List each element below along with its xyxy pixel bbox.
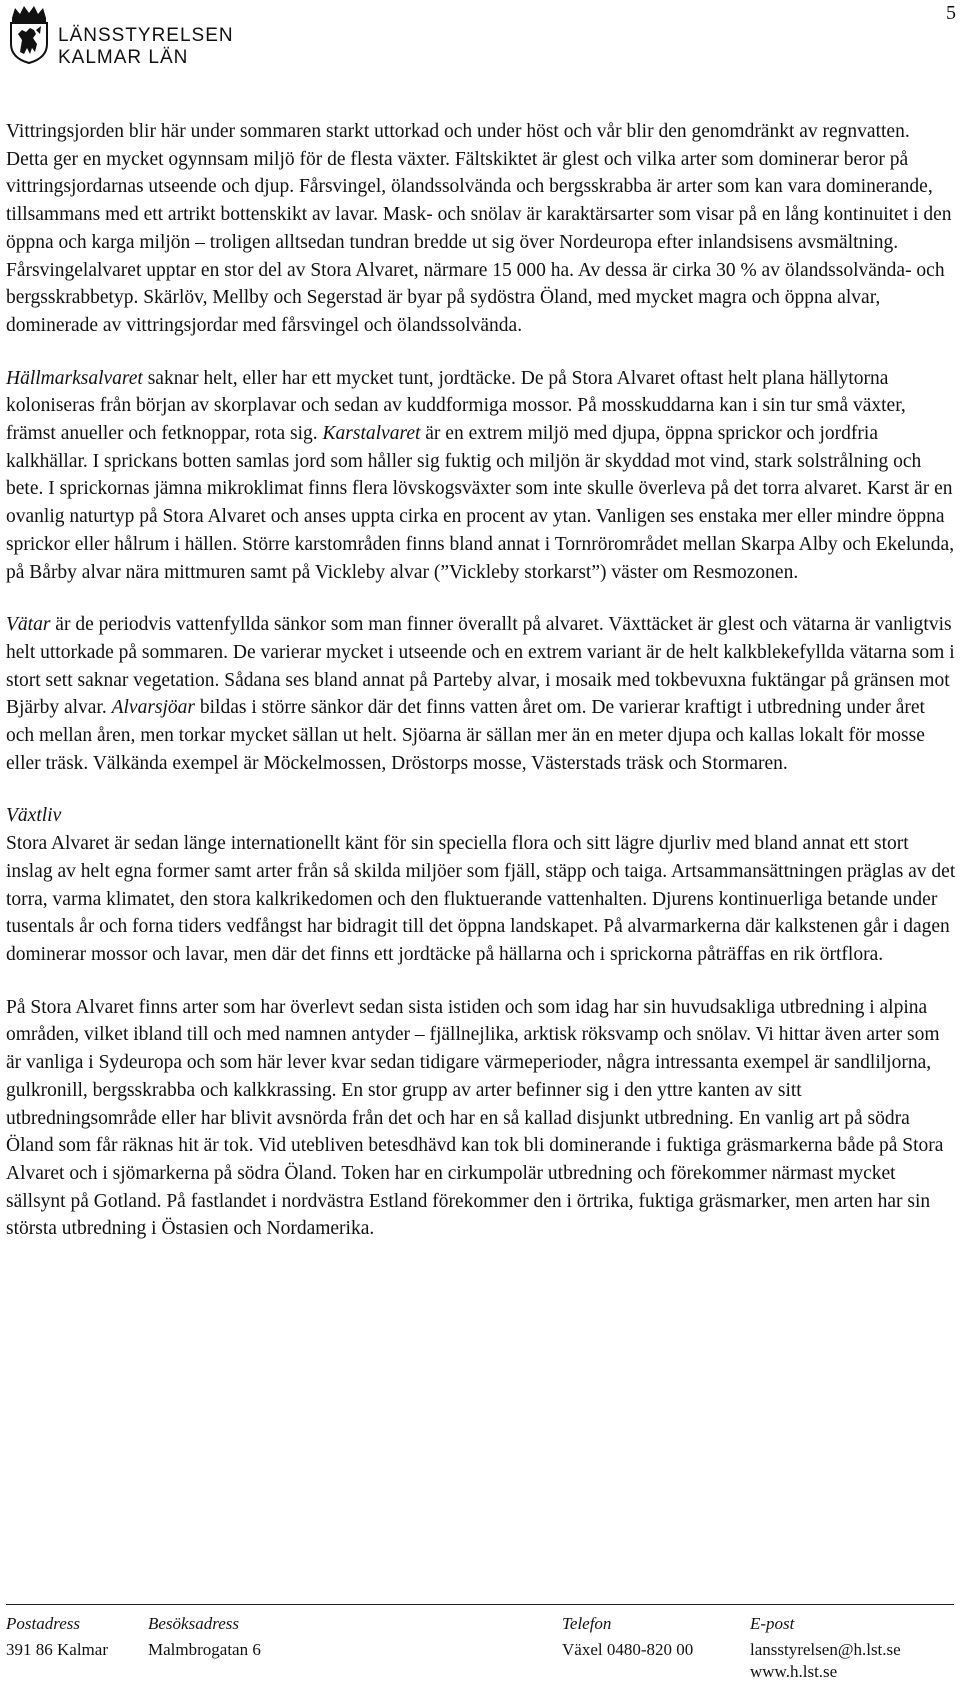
organization-name (58, 26, 234, 67)
page-number: 5 (946, 2, 956, 24)
footer-label: Postadress (6, 1614, 80, 1633)
footer-label: E-post (750, 1614, 795, 1633)
footer-telefon (562, 1611, 693, 1663)
footer-web-link[interactable]: www.h.lst.se (750, 1662, 838, 1681)
paragraph-vatar (6, 611, 956, 777)
letterhead (6, 4, 426, 66)
footer-label: Telefon (562, 1614, 612, 1633)
heading-vaxtliv: Växtliv (6, 805, 62, 827)
org-name-line1: LÄNSSTYRELSEN (58, 25, 234, 46)
paragraph-text: är de periodvis vattenfyllda sänkor som man finner överallt på alvaret. Växttäcket är glest och vätarna är vanligtvis helt uttorkade på sommaren. De varierar mycket i utseende och en extrem variant är de helt kalkblekefyllda vätarna som i stort sett saknar vegetation. Sådana ses bland annat på Parteby alvar, i mosaik med tokbevuxna fuktängar på gränsen mot Bjärby alvar. (6, 614, 955, 719)
footer (6, 1604, 954, 1681)
coat-of-arms-logo (6, 4, 52, 64)
footer-epost (750, 1611, 901, 1685)
footer-postadress (6, 1611, 108, 1663)
paragraph-arter: På Stora Alvaret finns arter som har överlevt sedan sista istiden och som idag har sin huvudsakliga utbredning i alpina områden, vilket ibland till och med namnen antyder – fjällnejlika, arktisk röksvamp och snölav. Vi hittar även arter som är vanliga i Sydeuropa och som här lever kvar sedan tidigare värmeperioder, några intressanta exempel är sandliljorna, gulkronill, bergsskrabba och kalkkrassing. En stor grupp av arter befinner sig i den yttre kanten av sitt utbredningsområde eller har blivit avsnörda från det och har en så kallad disjunkt utbredning. En vanlig art på södra Öland som får räknas hit är tok. Vid utebliven betesdhävd kan tok bli dominerande i fuktiga gräsmarkerna både på Stora Alvaret och i sjömarkerna på södra Öland. Token har en cirkumpolär utbredning och förekommer närmast mycket sällsynt på Gotland. På fastlandet i nordvästra Estland förekommer den i örtrika, fuktiga gräsmarker, men arten har sin största utbredning i Östasien och Nordamerika. (6, 996, 944, 1240)
term-vatar: Vätar (6, 614, 51, 636)
footer-besoksadress (148, 1611, 261, 1663)
term-alvarsjoar: Alvarsjöar (111, 697, 196, 719)
document-body (6, 118, 956, 1268)
paragraph-text: är en extrem miljö med djupa, öppna sprickor och jordfria kalkhällar. I sprickans botten samlas jord som håller sig fuktig och miljön är skyddad mot vind, stark solstrålning och bete. I sprickornas jämna mikroklimat finns flera lövskogsväxter som inte skulle överleva på det torra alvaret. Karst är en ovanlig naturtyp på Stora Alvaret och anses uppta cirka en procent av ytan. Vanligen ses enstaka mer eller mindre öppna sprickor eller hålrum i hällen. Större karstområden finns bland annat i Tornrörområdet mellan Skarpa Alby och Ekelunda, på Bårby alvar nära mittmuren samt på Vickleby alvar (”Vickleby storkarst”) väster om Resmozonen. (6, 423, 955, 583)
footer-value: Växel 0480-820 00 (562, 1640, 694, 1659)
paragraph-hallmarksalvaret (6, 365, 956, 587)
paragraph-vittringsjord: Vittringsjorden blir här under sommaren starkt uttorkad och under höst och vår blir den genomdränkt av regnvatten. Detta ger en mycket ogynnsam miljö för de flesta växter. Fältskiktet är glest och vilka arter som dominerar beror på vittringsjordarnas utseende och djup. Fårsvingel, ölandssolvända och bergsskrabba är arter som kan vara dominerande, tillsammans med ett artrikt bottenskikt av lavar. Mask- och snölav är karaktärsarter som visar på en lång kontinuitet i den öppna och karga miljön – troligen alltsedan tundran bredde ut sig över Nordeuropa efter inlandsisens avsmältning. Fårsvingelalvaret upptar en stor del av Stora Alvaret, närmare 15 000 ha. Av dessa är cirka 30 % av ölandssolvända- och bergsskrabbetyp. Skärlöv, Mellby och Segerstad är byar på sydöstra Öland, med mycket magra och öppna alvar, dominerade av vittringsjordar med fårsvingel och ölandssolvända. (6, 121, 952, 336)
paragraph-text: bildas i större sänkor där det finns vatten året om. De varierar kraftigt i utbredning under året och mellan åren, men torkar mycket sällan ut helt. Sjöarna är sällan mer än en meter djupa och kallas lokalt för mosse eller träsk. Välkända exempel är Möckelmossen, Dröstorps mosse, Västerstads träsk och Stormaren. (6, 697, 925, 774)
footer-email-link[interactable]: lansstyrelsen@h.lst.se (750, 1640, 901, 1659)
footer-label: Besöksadress (148, 1614, 239, 1633)
term-karstalvaret: Karstalvaret (322, 423, 421, 445)
footer-value: 391 86 Kalmar (6, 1640, 108, 1659)
footer-value: Malmbrogatan 6 (148, 1640, 261, 1659)
org-name-line2: KALMAR LÄN (58, 47, 189, 68)
section-heading (6, 802, 956, 830)
term-hallmarksalvaret: Hällmarksalvaret (6, 367, 143, 389)
paragraph-vaxtliv: Stora Alvaret är sedan länge internationellt känt för sin speciella flora och sitt lägre djurliv med bland annat ett stort inslag av helt egna former samt arter från så skilda miljöer som fjäll, stäpp och taiga. Artsammansättningen präglas av det torra, varma klimatet, den stora kalkrikedomen och den fluktuerande vattenhalten. Djurens kontinuerliga betande under tusentals år och forna tiders vedfångst har bidragit till det öppna landskapet. På alvarmarkerna där kalkstenen går i dagen dominerar mossor och lavar, men där det finns ett jordtäcke på hällarna och i sprickorna påträffas en rik örtflora. (6, 833, 956, 965)
paragraph-text: saknar helt, eller har ett mycket tunt, jordtäcke. De på Stora Alvaret oftast helt plana hällytorna koloniseras från början av skorplavar och sedan av kuddformiga mossor. På mosskuddarna kan i sin tur små växter, främst anueller och fetknoppar, rota sig. (6, 367, 906, 445)
